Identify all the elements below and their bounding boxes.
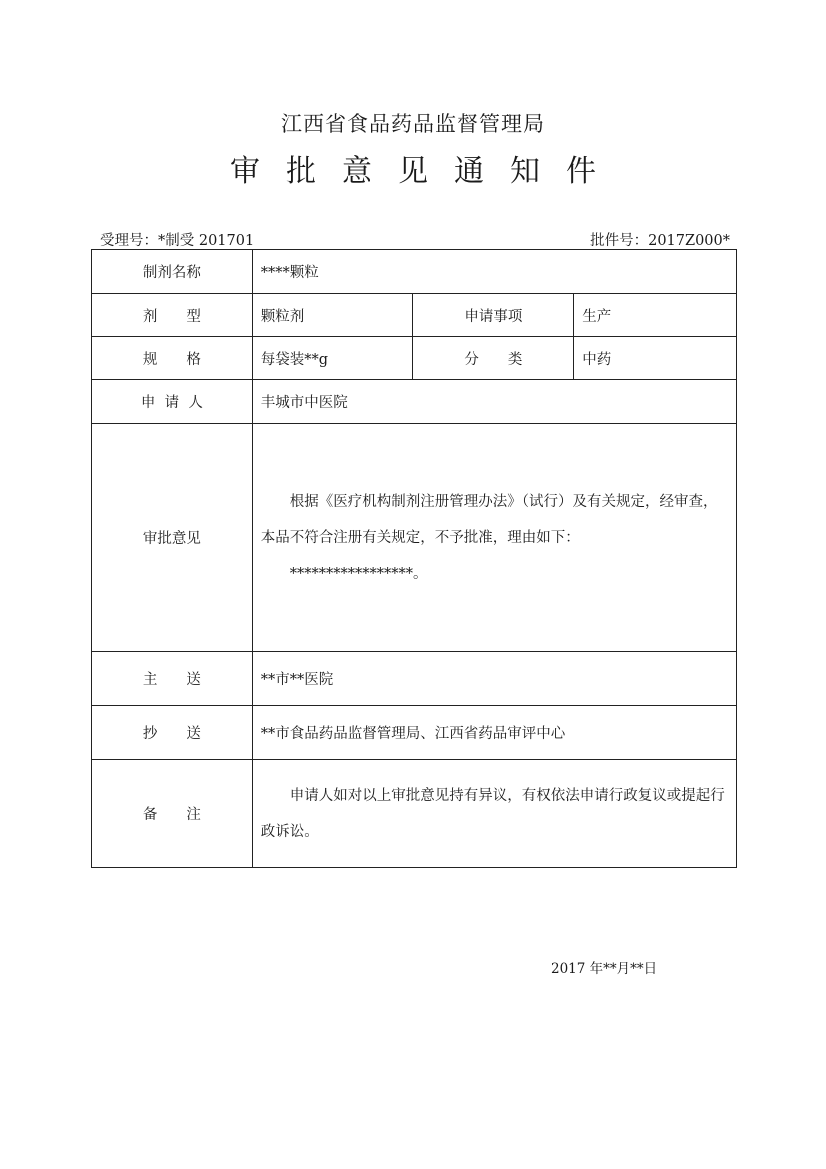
label-category: 分 类 xyxy=(413,337,574,380)
value-category: 中药 xyxy=(574,337,737,380)
agency-title: 江西省食品药品监督管理局 xyxy=(281,112,545,136)
issue-date: 2017 年**月**日 xyxy=(551,961,658,977)
label-prep-name: 制剂名称 xyxy=(92,250,253,294)
opinion-paragraph: 根据《医疗机构制剂注册管理办法》（试行）及有关规定，经审查，本品不符合注册有关规定，不予批准，理由如下： xyxy=(260,493,718,546)
row-opinion xyxy=(92,424,737,652)
label-remarks: 备 注 xyxy=(92,760,253,868)
value-specification: 每袋装**g xyxy=(252,337,413,380)
row-remarks xyxy=(92,760,737,868)
row-specification xyxy=(92,337,737,380)
approval-form-table xyxy=(91,249,737,868)
row-applicant xyxy=(92,380,737,424)
label-applicant: 申 请 人 xyxy=(92,380,253,424)
value-cc: **市食品药品监督管理局、江西省药品审评中心 xyxy=(252,706,736,760)
value-application-item: 生产 xyxy=(574,294,737,337)
row-dosage-form xyxy=(92,294,737,337)
value-opinion xyxy=(252,424,736,652)
label-application-item: 申请事项 xyxy=(413,294,574,337)
approval-number: 批件号：2017Z000* xyxy=(590,233,730,249)
value-dosage-form: 颗粒剂 xyxy=(252,294,413,337)
document-meta xyxy=(100,229,730,250)
label-cc: 抄 送 xyxy=(92,706,253,760)
value-prep-name: ****颗粒 xyxy=(252,250,736,294)
acceptance-number: 受理号：*制受 201701 xyxy=(100,233,255,249)
value-main-recipient: **市**医院 xyxy=(252,652,736,706)
label-opinion: 审批意见 xyxy=(92,424,253,652)
row-main-recipient xyxy=(92,652,737,706)
remarks-text: 申请人如对以上审批意见持有异议，有权依法申请行政复议或提起行政诉讼。 xyxy=(260,787,725,840)
label-main-recipient: 主 送 xyxy=(92,652,253,706)
row-cc xyxy=(92,706,737,760)
opinion-reason: *****************。 xyxy=(289,565,428,582)
value-remarks xyxy=(252,760,736,868)
label-dosage-form: 剂 型 xyxy=(92,294,253,337)
label-specification: 规 格 xyxy=(92,337,253,380)
value-applicant: 丰城市中医院 xyxy=(252,380,736,424)
row-prep-name xyxy=(92,250,737,294)
document-title: 审批意见通知件 xyxy=(230,154,622,189)
